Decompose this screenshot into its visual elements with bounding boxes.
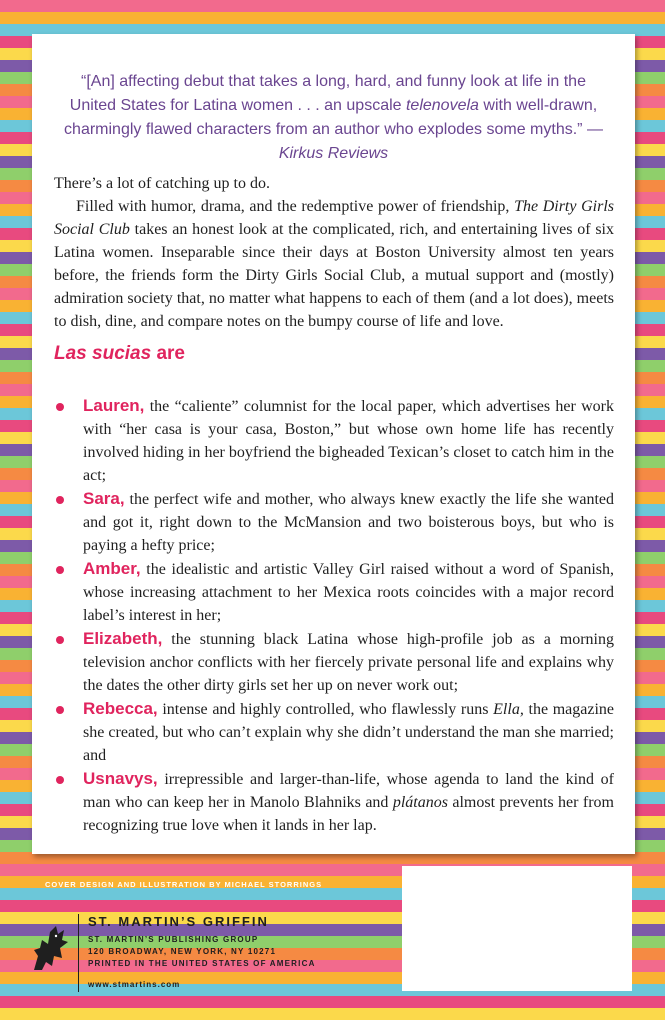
back-cover-panel	[32, 34, 635, 854]
list-item	[54, 394, 614, 487]
synopsis-end: takes an honest look at the complicated, rich, and entertaining lives of six Latina women. Inseparable since their days at Boston University almost ten years before, the friends form the Dirty Girls Social Club, a mutual support and (mostly) admiration society that, no matter what happens to each of them (and a lot does), meets to dish, dine, and compare notes on the bumpy course of life and love.	[54, 221, 615, 330]
quote-source: Kirkus Reviews	[278, 145, 389, 162]
bullet-icon	[56, 776, 64, 784]
character-text: the idealistic and artistic Valley Girl raised without a word of Spanish, whose increasing attachment to her Mexica roots coincides with a major record label’s interest in her;	[83, 561, 614, 624]
character-name: Lauren,	[83, 396, 145, 415]
publisher-url[interactable]: www.stmartins.com	[88, 980, 181, 989]
character-name: Usnavys,	[83, 769, 158, 788]
character-name: Elizabeth,	[83, 629, 163, 648]
publisher-block	[28, 900, 328, 996]
list-item	[54, 487, 614, 557]
character-name: Rebecca,	[83, 699, 158, 718]
book-title: The Dirty Girls Social Club	[54, 198, 615, 238]
bullet-icon	[56, 403, 64, 411]
publisher-group: ST. MARTIN’S PUBLISHING GROUP	[88, 935, 259, 944]
character-text: the perfect wife and mother, who always knew exactly the life she wanted and got it, right down to the McMansion and two boisterous boys, but who is paying a hefty price;	[83, 491, 614, 554]
list-item	[54, 767, 614, 837]
heading-italic: Las sucias	[54, 343, 152, 364]
character-name: Amber,	[83, 559, 141, 578]
heading-rest: are	[151, 343, 185, 364]
publisher-address: 120 BROADWAY, NEW YORK, NY 10271	[88, 947, 277, 956]
bullet-icon	[56, 496, 64, 504]
list-item	[54, 697, 614, 767]
character-text: the stunning black Latina whose high-profile job as a morning television anchor conflicts with her fiercely private personal life and explains why the dates the other dirty girls set her up on never work out;	[83, 631, 614, 694]
character-name: Sara,	[83, 489, 125, 508]
barcode-area	[402, 866, 632, 991]
character-text-cont: almost prevents her from recognizing true love when it lands in her lap.	[83, 794, 614, 834]
platanos-word: plátanos	[392, 794, 448, 811]
bullet-icon	[56, 636, 64, 644]
synopsis-intro: There’s a lot of catching up to do.	[54, 175, 270, 192]
publisher-divider	[78, 914, 79, 992]
magazine-title: Ella,	[493, 701, 524, 718]
synopsis-start: Filled with humor, drama, and the redemptive power of friendship,	[76, 198, 515, 215]
list-item	[54, 627, 614, 697]
cover-credit: COVER DESIGN AND ILLUSTRATION BY MICHAEL STORRINGS	[45, 880, 323, 889]
list-item	[54, 557, 614, 627]
character-list	[54, 394, 614, 837]
griffin-logo-icon	[28, 922, 72, 974]
quote-text-1: “[An] affecting debut that takes a long, hard, and funny look at life in the United States for Latina women . . . an upscale	[69, 73, 586, 114]
printed-in: PRINTED IN THE UNITED STATES OF AMERICA	[88, 959, 316, 968]
character-text-cont: the magazine she created, but who can’t explain why she didn’t understand the man she married; and	[83, 701, 614, 764]
publisher-name: ST. MARTIN’S GRIFFIN	[88, 914, 269, 929]
bullet-icon	[56, 706, 64, 714]
character-text: irrepressible and larger-than-life, whose agenda to land the kind of man who can keep her in Manolo Blahniks and	[83, 771, 614, 811]
bullet-icon	[56, 566, 64, 574]
character-text: intense and highly controlled, who flawlessly runs	[157, 701, 494, 718]
quote-text-2: with well-drawn, charmingly flawed characters from an author who explodes some myths.” —	[64, 97, 603, 138]
character-text: the “caliente” columnist for the local paper, which advertises her work with “her casa is your casa, Boston,” but whose own home life has recently involved hiding in her boyfriend the bigheaded Texican’s closet to catch him in the act;	[83, 398, 614, 484]
review-quote	[62, 70, 605, 166]
synopsis-paragraph	[54, 195, 614, 333]
characters-heading	[54, 343, 185, 365]
synopsis	[54, 172, 614, 333]
quote-italic: telenovela	[405, 97, 479, 114]
